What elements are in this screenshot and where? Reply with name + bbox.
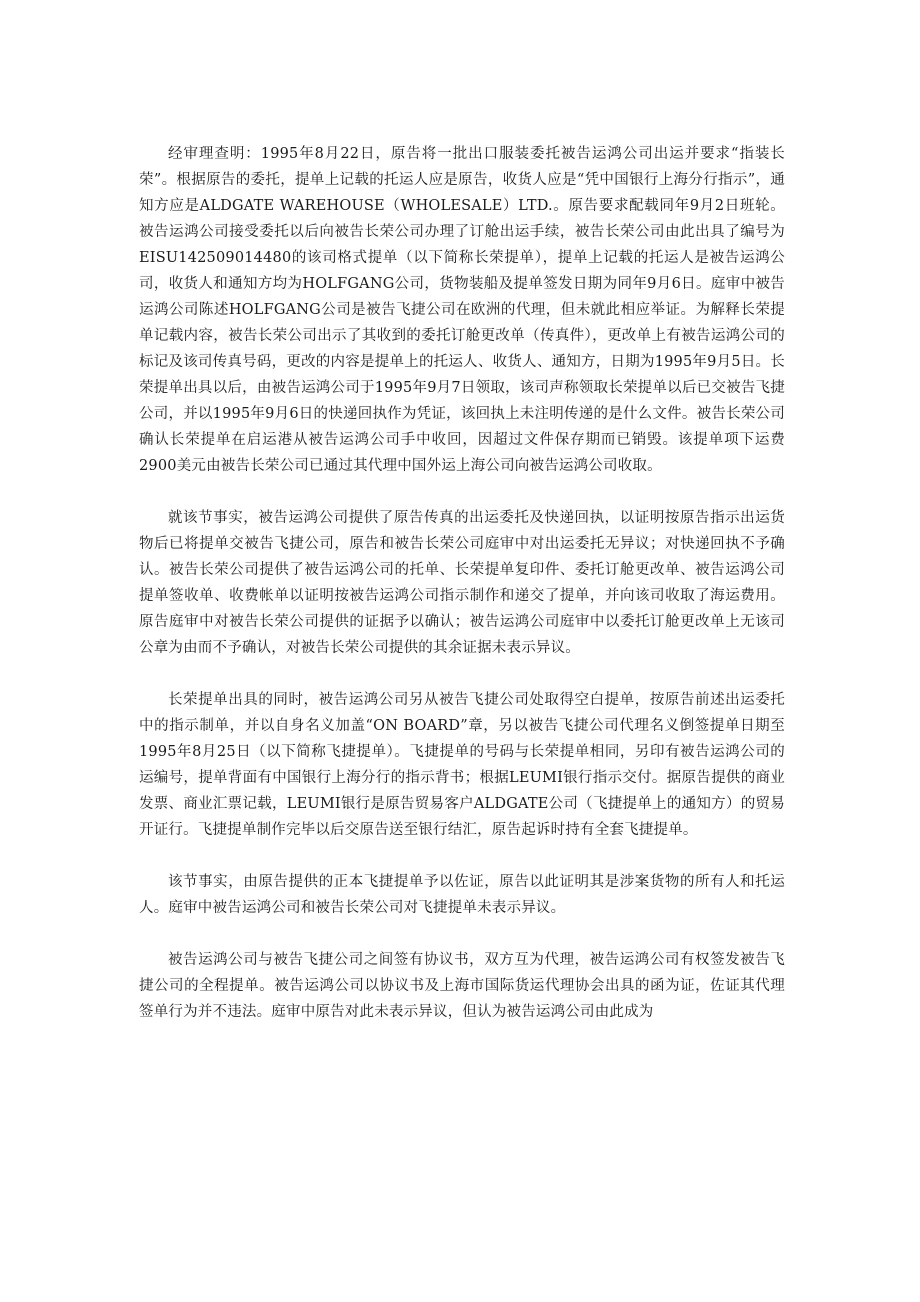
document-body — [139, 141, 785, 1025]
paragraph-original-bill-evidence: 该节事实，由原告提供的正本飞捷提单予以佐证，原告以此证明其是涉案货物的所有人和托运人。庭审中被告运鸿公司和被告长荣公司对飞捷提单未表示异议。 — [139, 874, 785, 916]
paragraph-findings: 经审理查明：1995年8月22日，原告将一批出口服装委托被告运鸿公司出运并要求“指装长荣”。根据原告的委托，提单上记载的托运人应是原告，收货人应是“凭中国银行上海分行指示”，通知方应是ALDGATE WAREHOUSE（WHOLESALE）LTD.。原告要求配载同年9月2日班轮。被告运鸿公司接受委托以后向被告长荣公司办理了订舱出运手续，被告长荣公司由此出具了编号为EISU142509014480的该司格式提单（以下简称长荣提单），提单上记载的托运人是被告运鸿公司，收货人和通知方均为HOLFGANG公司，货物装船及提单签发日期为同年9月6日。庭审中被告运鸿公司陈述HOLFGANG公司是被告飞捷公司在欧洲的代理，但未就此相应举证。为解释长荣提单记载内容，被告长荣公司出示了其收到的委托订舱更改单（传真件），更改单上有被告运鸿公司的标记及该司传真号码，更改的内容是提单上的托运人、收货人、通知方，日期为1995年9月5日。长荣提单出具以后，由被告运鸿公司于1995年9月7日领取，该司声称领取长荣提单以后已交被告飞捷公司，并以1995年9月6日的快递回执作为凭证，该回执上未注明传递的是什么文件。被告长荣公司确认长荣提单在启运港从被告运鸿公司手中收回，因超过文件保存期而已销毁。该提单项下运费2900美元由被告长荣公司已通过其代理中国外运上海公司向被告运鸿公司收取。 — [139, 146, 785, 474]
paragraph-agency-agreement: 被告运鸿公司与被告飞捷公司之间签有协议书，双方互为代理，被告运鸿公司有权签发被告飞捷公司的全程提单。被告运鸿公司以协议书及上海市国际货运代理协会出具的函为证，佐证其代理签单行为并不违法。庭审中原告对此未表示异议，但认为被告运鸿公司由此成为 — [139, 952, 785, 1020]
paragraph-evidence-yunhong: 就该节事实，被告运鸿公司提供了原告传真的出运委托及快递回执，以证明按原告指示出运货物后已将提单交被告飞捷公司，原告和被告长荣公司庭审中对出运委托无异议；对快递回执不予确认。被告长荣公司提供了被告运鸿公司的托单、长荣提单复印件、委托订舱更改单、被告运鸿公司提单签收单、收费帐单以证明按被告运鸿公司指示制作和递交了提单，并向该司收取了海运费用。原告庭审中对被告长荣公司提供的证据予以确认；被告运鸿公司庭审中以委托订舱更改单上无该司公章为由而不予确认，对被告长荣公司提供的其余证据未表示异议。 — [139, 510, 785, 656]
paragraph-feijie-bill: 长荣提单出具的同时，被告运鸿公司另从被告飞捷公司处取得空白提单，按原告前述出运委托中的指示制单，并以自身名义加盖“ON BOARD”章，另以被告飞捷公司代理名义倒签提单日期至1995年8月25日（以下简称飞捷提单）。飞捷提单的号码与长荣提单相同，另印有被告运鸿公司的运编号，提单背面有中国银行上海分行的指示背书；根据LEUMI银行指示交付。据原告提供的商业发票、商业汇票记载，LEUMI银行是原告贸易客户ALDGATE公司（飞捷提单上的通知方）的贸易开证行。飞捷提单制作完毕以后交原告送至银行结汇，原告起诉时持有全套飞捷提单。 — [139, 692, 785, 838]
